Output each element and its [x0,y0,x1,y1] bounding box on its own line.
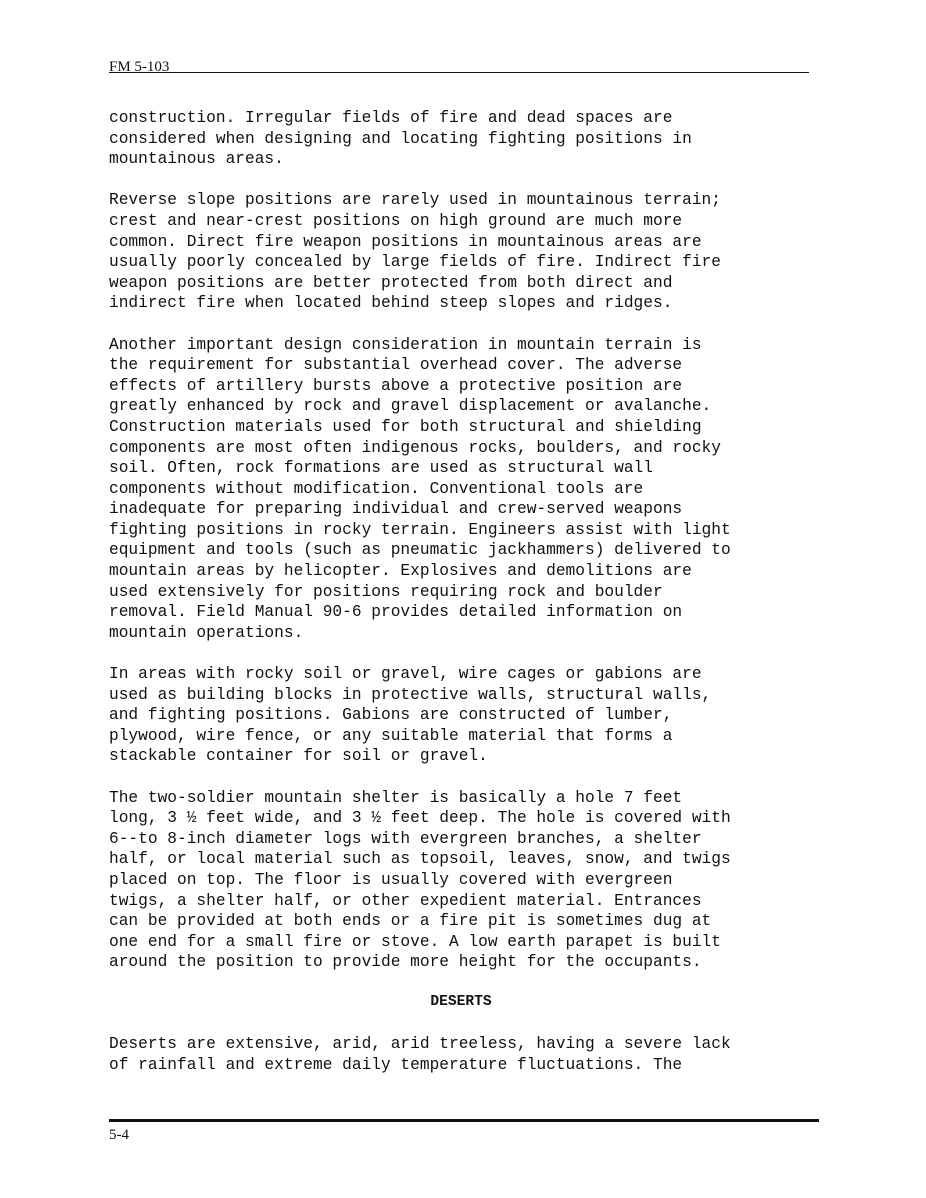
page-body [109,108,821,1096]
section-heading-deserts: DESERTS [430,993,492,1010]
footer-divider [109,1119,819,1122]
paragraph-overhead-cover: Another important design consideration in mountain terrain is the requirement for substantial overhead cover. The adverse effects of artillery bursts above a protective position are greatly enhanced by rock and gravel displacement or avalanche. Construction materials used for both structural and shielding components are most often indigenous rocks, boulders, and rocky soil. Often, rock formations are used as structural wall components without modification. Conventional tools are inadequate for preparing individual and crew-served weapons fighting positions in rocky terrain. Engineers assist with light equipment and tools (such as pneumatic jackhammers) delivered to mountain areas by helicopter. Explosives and demolitions are used extensively for positions requiring rock and boulder removal. Field Manual 90-6 provides detailed information on mountain operations. [109,335,731,642]
page-number: 5-4 [109,1127,129,1143]
paragraph-continuation: construction. Irregular fields of fire and dead spaces are considered when designing and locating fighting positions in mountainous areas. [109,109,692,169]
paragraph-gabions: In areas with rocky soil or gravel, wire cages or gabions are used as building blocks in protective walls, structural walls, and fighting positions. Gabions are constructed of lumber, plywood, wire fence, or any suitable material that forms a stackable container for soil or gravel. [109,665,712,766]
paragraph-mountain-shelter: The two-soldier mountain shelter is basically a hole 7 feet long, 3 ½ feet wide, and 3 ½ feet deep. The hole is covered with 6--to 8-inch diameter logs with evergreen branches, a shelter half, or local material such as topsoil, leaves, snow, and twigs placed on top. The floor is usually covered with evergreen twigs, a shelter half, or other expedient material. Entrances can be provided at both ends or a fire pit is sometimes dug at one end for a small fire or stove. A low earth parapet is built around the position to provide more height for the occupants. [109,788,731,972]
paragraph-deserts: Deserts are extensive, arid, arid treeless, having a severe lack of rainfall and extreme daily temperature fluctuations. The [109,1035,731,1074]
running-header: FM 5-103 [109,59,170,75]
paragraph-reverse-slope: Reverse slope positions are rarely used in mountainous terrain; crest and near-crest positions on high ground are much more common. Direct fire weapon positions in mountainous areas are usually poorly concealed by large fields of fire. Indirect fire weapon positions are better protected from both direct and indirect fire when located behind steep slopes and ridges. [109,191,721,313]
header-divider [109,72,809,73]
